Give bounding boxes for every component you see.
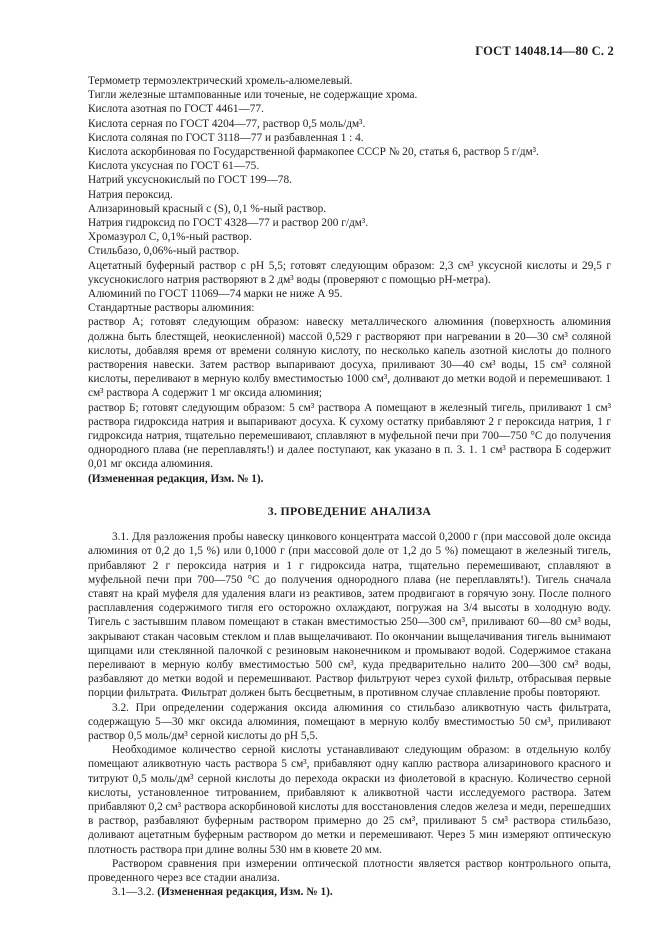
edit-note-2-prefix: 3.1—3.2.	[112, 886, 155, 899]
reagent-item: Ализариновый красный с (S), 0,1 %-ный раствор.	[88, 202, 327, 215]
solution-b-paragraph: раствор Б; готовят следующим образом: 5 см³ раствора А помещают в железный тигель, приливают 1 см³ раствора гидроксида натрия и выпаривают досуха. К сухому остатку прибавляют 2 г пероксида натрия, 1 г гидроксида натрия, тщательно перемешивают, сплавляют в муфельной печи при 700—750 °С до получения однородного плава (не переплавлять!) и далее поступают, как указано в п. 3. 1. 1 см³ раствора Б содержит 0,01 мг оксида алюминия.	[88, 401, 611, 471]
edit-note: (Измененная редакция, Изм. № 1).	[88, 472, 264, 485]
solution-a-paragraph: раствор А; готовят следующим образом: навеску металлического алюминия (поверхность алюминия должна быть блестящей, неокисленной) массой 0,529 г растворяют при нагревании в 20—30 см³ соляной кислоты, добавляя время от времени соляную кислоту, по несколько капель азотной кислоты до полного растворения навески. Затем раствор выпаривают досуха, приливают 30—40 см³ воды, 15 см³ соляной кислоты, переливают в мерную колбу вместимостью 1000 см³, доливают до метки водой и перемешивают. 1 см³ раствора А содержит 1 мг оксида алюминия;	[88, 316, 611, 400]
page-header: ГОСТ 14048.14—80 С. 2	[475, 44, 614, 58]
reagent-item: Кислота серная по ГОСТ 4204—77, раствор 0,5 моль/дм³.	[88, 117, 366, 130]
paragraph-3-2: 3.2. При определении содержания оксида алюминия со стильбазо аликвотную часть фильтрата, содержащую 5—30 мкг оксида алюминия, помещают в мерную колбу вместимостью 50 см³, приливают раствор 0,5 моль/дм³ серной кислоты до pH 5,5.	[88, 701, 611, 742]
reagent-item: Хромазурол С, 0,1%-ный раствор.	[88, 231, 252, 244]
reagent-item: Натрия гидроксид по ГОСТ 4328—77 и раствор 200 г/дм³.	[88, 217, 369, 230]
paragraph-3-1: 3.1. Для разложения пробы навеску цинкового концентрата массой 0,2000 г (при массовой доле оксида алюминия от 0,2 до 1,5 %) или 0,1000 г (при массовой доле от 1,2 до 5 %) помещают в железный тигель, прибавляют 2 г пероксида натрия и 1 г гидроксида натра, тщательно перемешивают, сплавляют в муфельной печи при 700—750 °С до получения однородного плава (не переплавлять!). Тигель сначала ставят на край муфеля для удаления влаги из реактивов, затем продвигают в горячую зону. После полного расплавления содержимого тигля его осторожно охлаждают, погружая на 3/4 высоты в холодную воду. Тигель с застывшим плавом помещают в стакан вместимостью 250—300 см³, приливают 60—80 см³ воды, закрывают стакан часовым стеклом и плав выщелачивают. По окончании выщелачивания тигель вынимают щипцами или стеклянной палочкой с резиновым наконечником и промывают водой. Содержимое стакана переливают в мерную колбу вместимостью 500 см³, куда предварительно налито 200—300 см³ воды, разбавляют до метки водой и перемешивают. Раствор фильтруют через сухой фильтр, отбрасывая первые порции фильтрата. Фильтрат должен быть бесцветным, в противном случае сплавление пробы повторяют.	[88, 531, 611, 700]
edit-note-2	[88, 885, 611, 899]
aluminium-line: Алюминий по ГОСТ 11069—74 марки не ниже А 95.	[88, 288, 343, 301]
reagent-item: Термометр термоэлектрический хромель-алюмелевый.	[88, 75, 353, 87]
reagent-item: Стильбазо, 0,06%-ный раствор.	[88, 245, 240, 258]
reagent-item: Кислота соляная по ГОСТ 3118—77 и разбавленная 1 : 4.	[88, 131, 364, 144]
paragraph-reference-solution: Раствором сравнения при измерении оптической плотности является раствор контрольного опыта, проведенного через все стадии анализа.	[88, 857, 611, 884]
acetate-buffer-text: Ацетатный буферный раствор с pH 5,5; готовят следующим образом: 2,3 см³ уксусной кислоты и 29,5 г уксуснокислого натрия растворяют в 2 дм³ воды (проверяют с помощью pH-метра).	[88, 259, 611, 286]
reagent-item: Натрий уксуснокислый по ГОСТ 199—78.	[88, 174, 292, 187]
acetate-buffer-paragraph	[88, 259, 611, 287]
document-body	[88, 74, 611, 899]
reagent-item: Тигли железные штампованные или точеные, не содержащие хрома.	[88, 89, 418, 102]
reagent-item: Кислота азотная по ГОСТ 4461—77.	[88, 103, 264, 116]
reagent-item: Кислота уксусная по ГОСТ 61—75.	[88, 160, 260, 173]
edit-note-2-text: (Измененная редакция, Изм. № 1).	[157, 886, 333, 899]
paragraph-sulfuric-acid: Необходимое количество серной кислоты устанавливают следующим образом: в отдельную колбу помещают аликвотную часть раствора 5 см³, прибавляют одну каплю раствора ализаринового красного и титруют 0,5 моль/дм³ серной кислоты до перехода окраски из фиолетовой в красную. Количество серной кислоты, установленное титрованием, прибавляют к аликвотной части исследуемого раствора. Затем прибавляют 0,2 см³ раствора аскорбиновой кислоты для восстановления следов железа и меди, перешедших в раствор, разбавляют буферным раствором примерно до 25 см³, приливают 5 см³ раствора стильбазо, доливают ацетатным буферным раствором до метки и перемешивают. Через 5 мин измеряют оптическую плотность раствора при длине волны 530 нм в кювете 20 мм.	[88, 744, 611, 856]
reagent-item: Натрия пероксид.	[88, 188, 173, 201]
standard-solutions-line: Стандартные растворы алюминия:	[88, 302, 255, 315]
section-title: 3. ПРОВЕДЕНИЕ АНАЛИЗА	[267, 503, 432, 518]
reagent-item: Кислота аскорбиновая по Государственной фармакопее СССР № 20, статья 6, раствор 5 г/дм³.	[88, 146, 539, 159]
